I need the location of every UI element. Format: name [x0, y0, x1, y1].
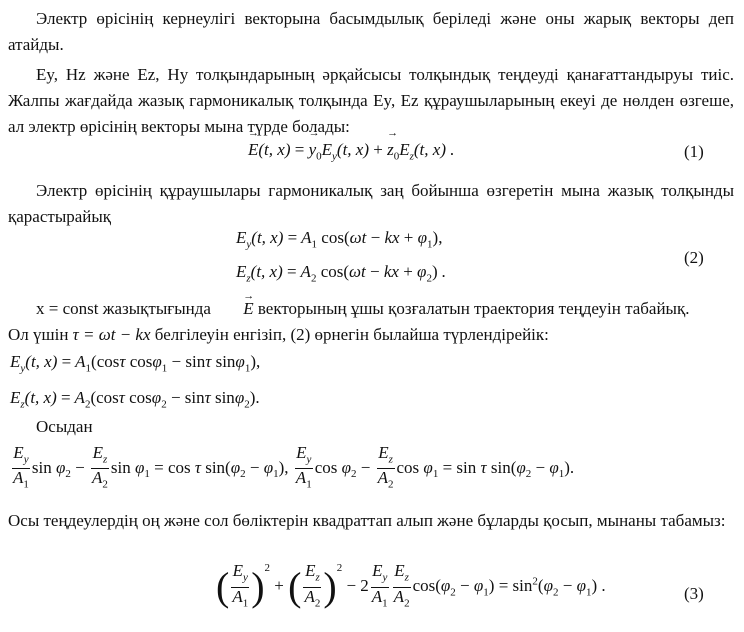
equation-ez-expanded: $E_z(t$, $x) = A_2(\cos\tau$ cosφ$_2$ − sinτ sinφ$_2$). [10, 388, 260, 411]
para5-end: белгілеуін енгізіп, (2) өрнегін былайша түрлендірейік: [154, 325, 549, 344]
word-hence: Осыдан [36, 417, 93, 436]
equation-fractions: $\frac{E_y}{A_1}$ $\sin \varphi_2$ − $\frac{E_z}{A_2}$ $\sin \varphi_1 = \cos \tau$ $\sin(\varphi_2 - \varphi_1)$, $\frac{E_y}{A_1}$ $\cos \varphi_2$ − $\frac{E_z}{A_2}$ $\cos \varphi_1 = \sin \tau$ $\sin(\varphi_2 - \varphi_1)$. [13, 443, 575, 491]
equation-1: → E(t, x) = → $y_0E_y(t$, x) + → $z_0E_z(t$, x) . [248, 140, 454, 162]
equation-2-line-2: $E_z(t$, $x) = A_2$ cos(ωt − kx + $\varphi_2$) . [236, 262, 447, 285]
vector-e-symbol: → E [215, 296, 253, 322]
paragraph-light-vector: Электр өрісінің кернеулігі векторына басымдылық беріледі және оны жарық векторы деп атайды. [8, 9, 734, 54]
paragraph-wave-components: Ey, Hz және Ez, Hy толқындарының әрқайсысы толқындық теңдеуді қанағаттандыруы тиіс. Жалпы жағдайда жазық гармоникалық толқында Ey, Ez құраушыларының екеуі де нөлден өзгеше, ал электр өрісінің векторы мына түрде болады: [8, 65, 734, 136]
equation-2-line-1: $E_y(t$, $x) = A_1$ cos(ωt − kx + $\varphi_1$), [236, 228, 443, 251]
para4-start: x = const жазықтығында [36, 299, 211, 318]
tau-definition: τ = ωt − kx [72, 325, 151, 344]
para4-end: векторының ұшы қозғалатын траектория теңдеуін табайық. [257, 299, 690, 318]
paragraph-substitution [8, 322, 734, 348]
equation-3: ( $\frac{E_y}{A_1}$ )$^2$ + ( $\frac{E_z}{A_2}$ )$^2$ − 2 $\frac{E_y}{A_1}$ $\frac{E_z}{A_2}$ $\cos(\varphi_2 - \varphi_1) = \sin^2(\varphi_2 - \varphi_1)$ . [216, 561, 606, 610]
equation-3-number: (3) [684, 584, 704, 603]
paragraph-trajectory [8, 296, 734, 322]
equation-1-number: (1) [684, 142, 704, 161]
equation-2-number: (2) [684, 248, 704, 267]
para5-start: Ол үшін [8, 325, 69, 344]
paragraph-plane-wave: Электр өрісінің құраушылары гармоникалық заң бойынша өзгеретін мына жазық толқынды қарастырайық [8, 181, 734, 226]
paragraph-squaring: Осы теңдеулердің оң және сол бөліктерін квадраттап алып және бұларды қосып, мынаны табамыз: [8, 511, 726, 530]
equation-ey-expanded: $E_y(t$, $x) = A_1(\cos\tau$ cosφ$_1$ − sinτ sinφ$_1$), [10, 352, 261, 375]
